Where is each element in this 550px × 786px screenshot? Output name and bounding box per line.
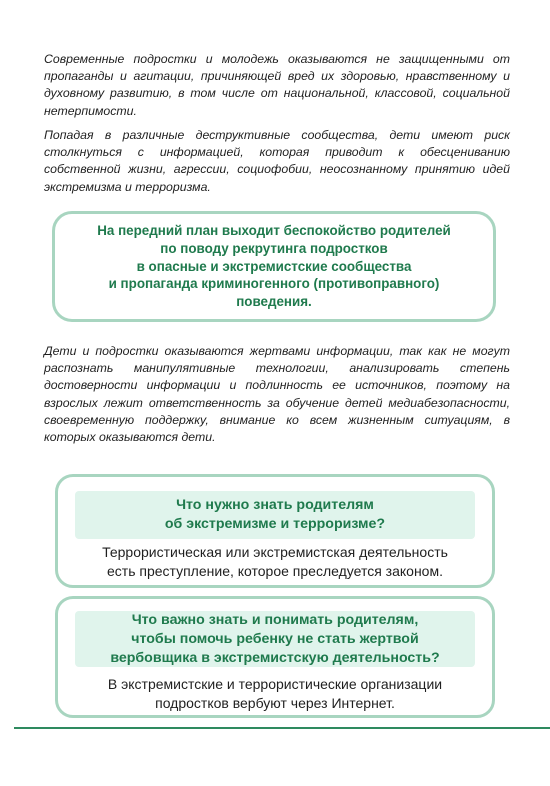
highlight-callout-text: На передний план выходит беспокойство родителей по поводу рекрутинга подростков в опасные и экстремистские сообщества и пропаганда криминогенного (противоправного) поведения.: [97, 223, 451, 310]
info-box-recruitment: [55, 596, 495, 718]
intro-paragraph-1: Современные подростки и молодежь оказываются не защищенными от пропаганды и агитации, причиняющей вред их здоровью, нравственному и духовному развитию, в том числе от национальной, классовой, социальной нетерпимости.: [44, 52, 510, 118]
question-band: [75, 491, 475, 539]
question-heading: Что нужно знать родителям об экстремизме и терроризме?: [164, 497, 386, 532]
question-band: [75, 611, 475, 667]
question-heading: Что важно знать и понимать родителям, чтобы помочь ребенку не стать жертвой вербовщика в экстремистскую деятельность?: [110, 611, 440, 666]
answer-text: Террористическая или экстремистская деятельность есть преступление, которое преследуется законом.: [102, 544, 448, 579]
info-box-extremism: [55, 474, 495, 588]
highlight-callout: [52, 211, 496, 322]
body-paragraph: Дети и подростки оказываются жертвами информации, так как не могут распознать манипулятивные технологии, анализировать степень достоверности информации и подлинность ее источников, поэтому на взрослых лежит ответственность за обучение детей медиабезопасности, своевременную поддержку, внимание ко всем жизненным ситуациям, в которых оказываются дети.: [44, 344, 510, 445]
answer-text: В экстремистские и террористические организации подростков вербуют через Интернет.: [107, 676, 443, 711]
footer-divider: [14, 727, 550, 729]
intro-paragraph-2: Попадая в различные деструктивные сообщества, дети имеют риск столкнуться с информацией, которая приводит к обесцениванию собственной жизни, агрессии, социофобии, неосознанному принятию идей экстремизма и терроризма.: [44, 128, 510, 194]
